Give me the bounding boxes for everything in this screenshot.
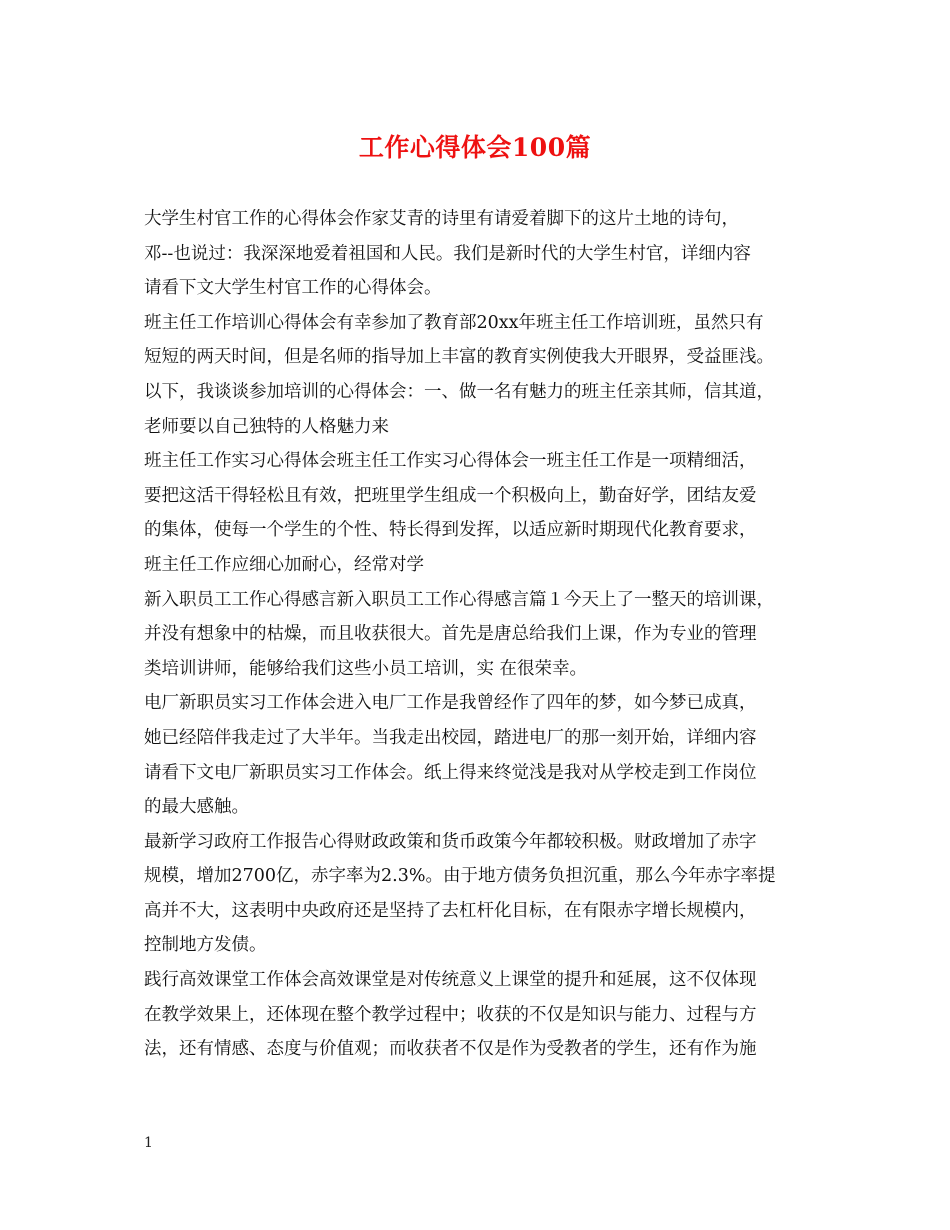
- text-line: 规模，增加2700亿，赤字率为2.3%。由于地方债务负担沉重，那么今年赤字率提: [144, 866, 776, 887]
- text-line: 班主任工作应细心加耐心，经常对学: [144, 554, 424, 575]
- text-line: 践行高效课堂工作体会高效课堂是对传统意义上课堂的提升和延展，这不仅体现: [144, 970, 757, 991]
- text-line: 以下，我谈谈参加培训的心得体会：一、做一名有魅力的班主任亲其师，信其道，: [144, 381, 774, 402]
- text-line: 短短的两天时间，但是名师的指导加上丰富的教育实例使我大开眼界，受益匪浅。: [144, 347, 774, 368]
- text-line: 并没有想象中的枯燥，而且收获很大。首先是唐总给我们上课，作为专业的管理: [144, 624, 757, 645]
- text-line: 她已经陪伴我走过了大半年。当我走出校园，踏进电厂的那一刻开始，详细内容: [144, 727, 757, 748]
- text-line: 的集体，使每一个学生的个性、特长得到发挥，以适应新时期现代化教育要求，: [144, 520, 757, 541]
- text-line: 法，还有情感、态度与价值观；而收获者不仅是作为受教者的学生，还有作为施: [144, 1039, 757, 1060]
- text-line: 控制地方发债。: [144, 935, 267, 956]
- text-line: 大学生村官工作的心得体会作家艾青的诗里有请爱着脚下的这片土地的诗句，: [144, 209, 739, 229]
- text-line: 新入职员工工作心得感言新入职员工工作心得感言篇１今天上了一整天的培训课，: [144, 589, 774, 610]
- text-line: 要把这活干得轻松且有效，把班里学生组成一个积极向上，勤奋好学，团结友爱: [144, 485, 757, 506]
- document-body: [144, 202, 824, 1067]
- text-line: 邓--也说过：我深深地爱着祖国和人民。我们是新时代的大学生村官，详细内容: [144, 243, 751, 264]
- text-line: 班主任工作培训心得体会有幸参加了教育部20xx年班主任工作培训班，虽然只有: [144, 312, 764, 333]
- text-line: 最新学习政府工作报告心得财政政策和货币政策今年都较积极。财政增加了赤字: [144, 831, 757, 852]
- text-line: 请看下文大学生村官工作的心得体会。: [144, 278, 442, 299]
- page-number: 1: [144, 1135, 153, 1151]
- text-line: 请看下文电厂新职员实习工作体会。纸上得来终觉浅是我对从学校走到工作岗位: [144, 762, 757, 783]
- text-line: 电厂新职员实习工作体会进入电厂工作是我曾经作了四年的梦，如今梦已成真，: [144, 693, 757, 714]
- page-title: 工作心得体会100篇: [358, 133, 592, 162]
- text-line: 高并不大，这表明中央政府还是坚持了去杠杆化目标，在有限赤字增长规模内，: [144, 900, 757, 921]
- text-line: 老师要以自己独特的人格魅力来: [144, 416, 389, 437]
- text-line: 在教学效果上，还体现在整个教学过程中；收获的不仅是知识与能力、过程与方: [144, 1004, 757, 1025]
- text-line: 班主任工作实习心得体会班主任工作实习心得体会一班主任工作是一项精细活，: [144, 451, 757, 472]
- text-line: 类培训讲师，能够给我们这些小员工培训，实 在很荣幸。: [144, 658, 588, 679]
- text-line: 的最大感触。: [144, 797, 249, 818]
